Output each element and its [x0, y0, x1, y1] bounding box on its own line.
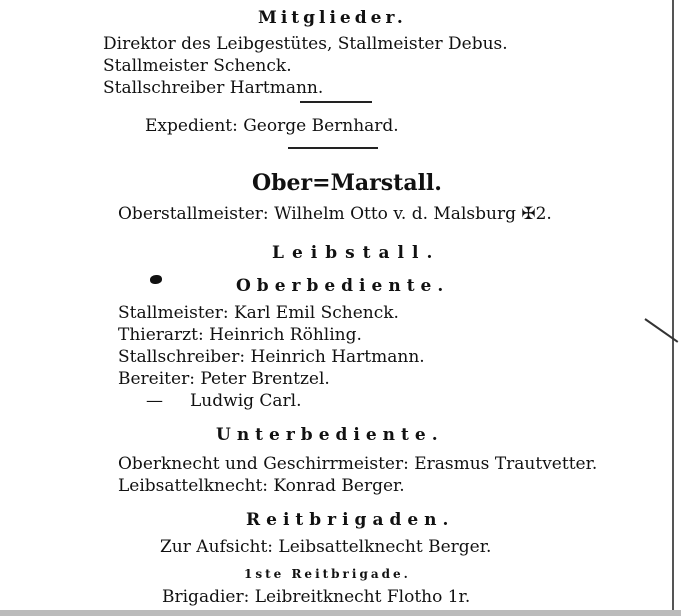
- scan-bottom-border: [0, 610, 681, 616]
- text-line: Oberknecht und Geschirrmeister: Erasmus Trautvetter.: [118, 454, 598, 474]
- ink-blot: [150, 275, 162, 284]
- text-line: Direktor des Leibgestütes, Stallmeister Debus.: [103, 34, 508, 54]
- text-line: Zur Aufsicht: Leibsattelknecht Berger.: [160, 537, 492, 557]
- page-edge: [672, 0, 674, 612]
- heading-brigade-1: 1ste Reitbrigade.: [244, 567, 411, 581]
- heading-leibstall: Leibstall.: [272, 243, 441, 263]
- heading-mitglieder: Mitglieder.: [258, 8, 407, 28]
- text-line: — Ludwig Carl.: [146, 391, 302, 411]
- heading-reitbrigaden: Reitbrigaden.: [246, 510, 455, 530]
- heading-oberbediente: Oberbediente.: [236, 276, 450, 296]
- text-line: Oberstallmeister: Wilhelm Otto v. d. Malsburg ✠2.: [118, 204, 552, 224]
- text-line: Thierarzt: Heinrich Röhling.: [118, 325, 362, 345]
- text-line: Stallschreiber Hartmann.: [103, 78, 324, 98]
- divider: [288, 147, 378, 149]
- text-line: Brigadier: Leibreitknecht Flotho 1r.: [162, 587, 471, 607]
- text-line: Expedient: George Bernhard.: [145, 116, 399, 136]
- divider: [300, 101, 372, 103]
- text-line: Leibsattelknecht: Konrad Berger.: [118, 476, 405, 496]
- heading-unterbediente: Unterbediente.: [216, 425, 444, 445]
- text-line: Stallmeister: Karl Emil Schenck.: [118, 303, 399, 323]
- page-title: Ober=Marstall.: [252, 170, 442, 196]
- text-line: Stallschreiber: Heinrich Hartmann.: [118, 347, 425, 367]
- text-line: Bereiter: Peter Brentzel.: [118, 369, 330, 389]
- text-line: Stallmeister Schenck.: [103, 56, 292, 76]
